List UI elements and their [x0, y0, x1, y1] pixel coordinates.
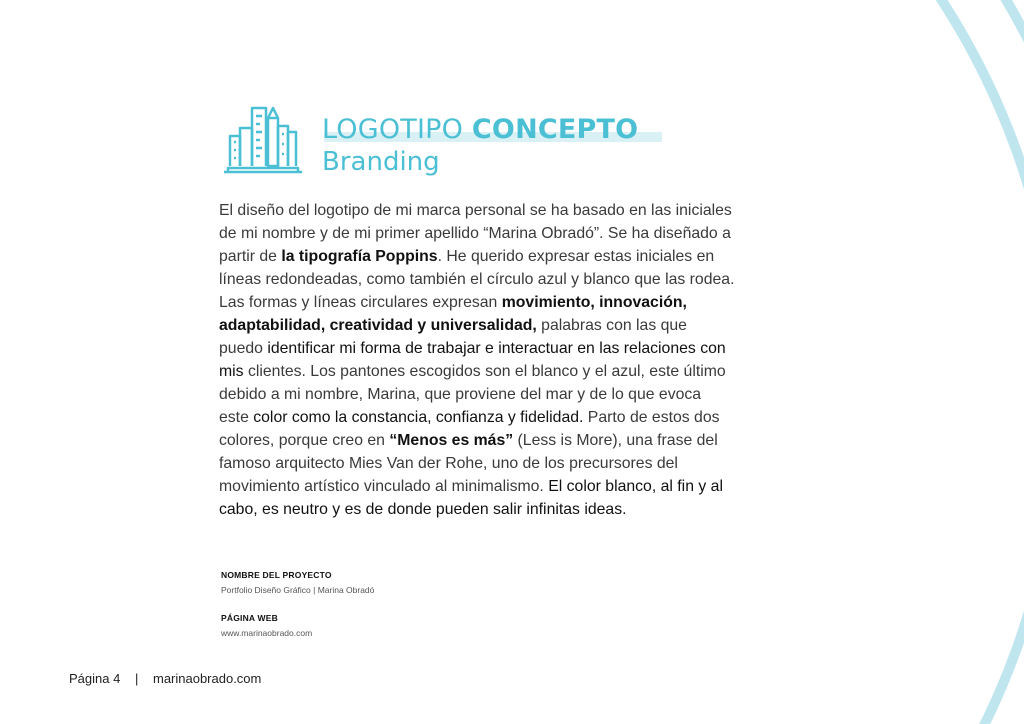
web-value: www.marinaobrado.com — [221, 628, 313, 638]
text-segment: . He querido expresar estas iniciales en líneas redondeadas, como también el círculo azul y blanco que las rodea. Las formas y líneas circulares expresan — [219, 248, 735, 311]
web-info — [221, 613, 312, 638]
title-bold: CONCEPTO — [471, 114, 639, 145]
text-segment: clientes. Los pantones escogidos son el blanco y el azul, este último debido a mi nombre, Marina, que proviene del mar y de lo que evoca este — [219, 363, 726, 426]
title-light: LOGOTIPO — [322, 114, 464, 145]
page-title — [322, 114, 638, 145]
concept-paragraph — [219, 199, 735, 521]
footer-site-link[interactable]: marinaobrado.com — [152, 671, 262, 686]
text-segment: Parto de estos dos colores, porque creo en — [219, 409, 720, 449]
project-value: Portfolio Diseño Gráfico | Marina Obradó — [221, 585, 375, 595]
page-label: Página — [69, 671, 110, 686]
page-number: 4 — [113, 671, 121, 686]
project-info — [221, 570, 374, 595]
highlight-white-color: El color blanco, al fin y al cabo, es neutro y es de donde pueden salir infinitas ideas. — [219, 478, 723, 518]
highlight-poppins: la tipografía Poppins — [281, 248, 438, 265]
web-label: PÁGINA WEB — [221, 613, 278, 623]
buildings-ruler-pencil-icon — [222, 104, 304, 176]
highlight-color-meaning: color como la constancia, confianza y fidelidad. — [253, 409, 584, 426]
highlight-identity: identificar mi forma de trabajar e interactuar en las relaciones con mis — [219, 340, 726, 380]
highlight-less-is-more: “Menos es más” — [389, 432, 514, 449]
footer-separator: | — [134, 671, 139, 686]
page-footer — [69, 671, 261, 686]
highlight-values: movimiento, innovación, adaptabilidad, creatividad y universalidad, — [219, 294, 687, 334]
section-header — [222, 104, 682, 184]
project-label: NOMBRE DEL PROYECTO — [221, 570, 332, 580]
text-segment: El diseño del logotipo de mi marca personal se ha basado en las iniciales de mi nombre y de mi primer apellido “Marina Obradó”. Se ha diseñado a partir de — [219, 202, 732, 265]
text-segment: palabras con las que puedo — [219, 317, 687, 357]
page-subtitle: Branding — [322, 147, 440, 177]
text-segment: (Less is More), una frase del famoso arquitecto Mies Van der Rohe, uno de los precursores del movimiento artístico vinculado al minimalismo. — [219, 432, 718, 495]
